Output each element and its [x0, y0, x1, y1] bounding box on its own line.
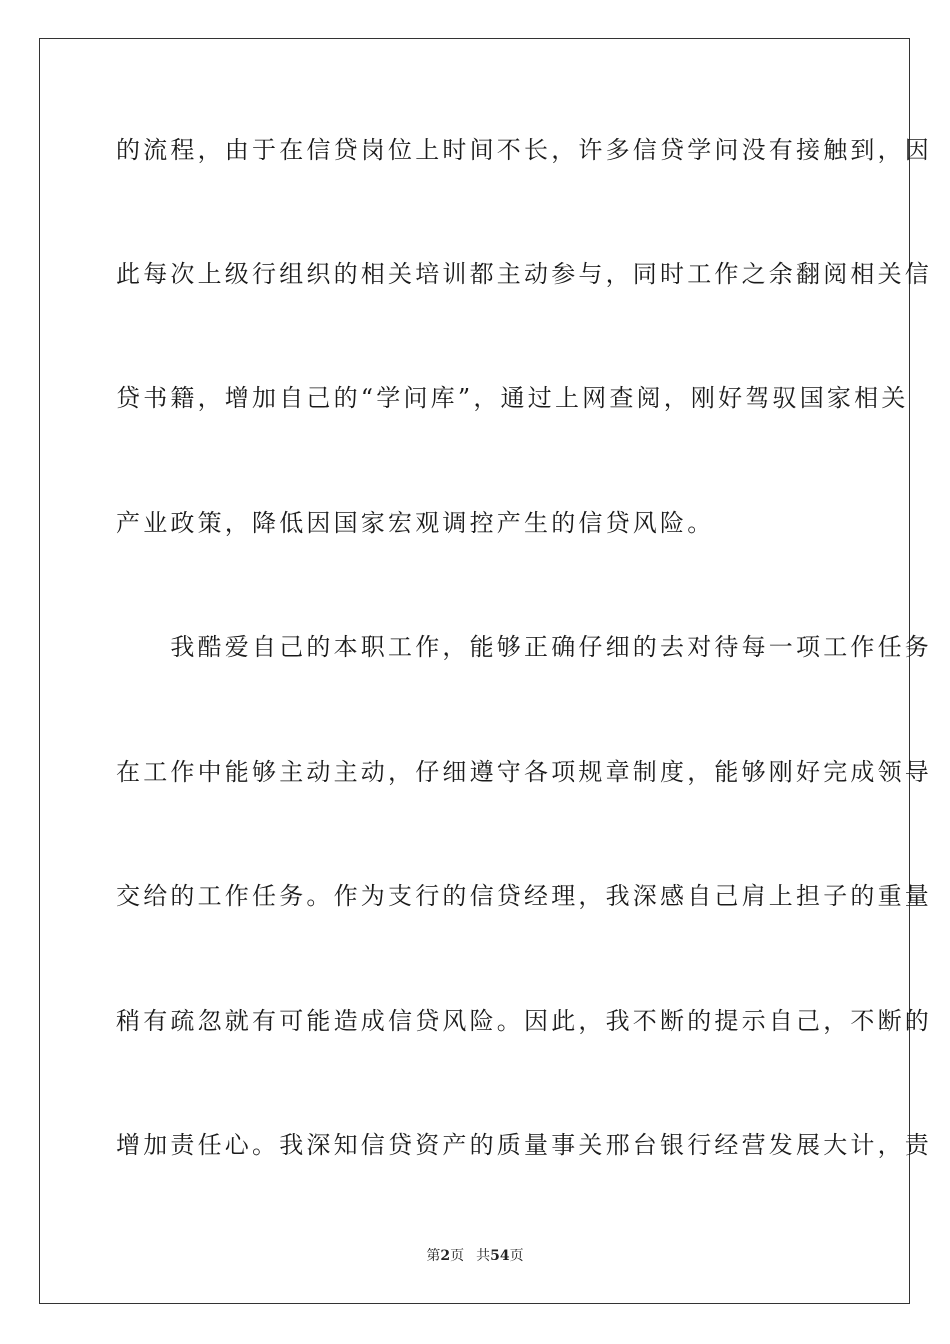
text-line-4: 产业政策，降低因国家宏观调控产生的信贷风险。 — [116, 509, 715, 537]
text-line-8: 稍有疏忽就有可能造成信贷风险。因此，我不断的提示自己，不断的 — [116, 1007, 932, 1035]
total-suffix: 页 — [509, 1248, 524, 1264]
text-line-3: 贷书籍，增加自己的“学问库”，通过上网查阅，刚好驾驭国家相关 — [116, 384, 909, 412]
text-line-2: 此每次上级行组织的相关培训都主动参与，同时工作之余翻阅相关信 — [116, 260, 932, 288]
text-line-1: 的流程，由于在信贷岗位上时间不长，许多信贷学问没有接触到，因 — [116, 136, 932, 164]
text-line-9: 增加责任心。我深知信贷资产的质量事关邢台银行经营发展大计，责 — [116, 1131, 932, 1159]
page-suffix: 页 — [450, 1248, 465, 1264]
page-number: 2 — [440, 1248, 451, 1264]
text-line-6: 在工作中能够主动主动，仔细遵守各项规章制度，能够刚好完成领导 — [116, 758, 932, 786]
total-prefix: 共 — [476, 1248, 491, 1264]
text-line-5: 我酷爱自己的本职工作，能够正确仔细的去对待每一项工作任务 — [116, 633, 932, 661]
total-pages: 54 — [490, 1248, 510, 1264]
page-border — [39, 38, 932, 1304]
page-footer — [0, 1247, 950, 1265]
text-line-7: 交给的工作任务。作为支行的信贷经理，我深感自己肩上担子的重量 — [116, 882, 932, 910]
page-prefix: 第 — [426, 1248, 441, 1264]
